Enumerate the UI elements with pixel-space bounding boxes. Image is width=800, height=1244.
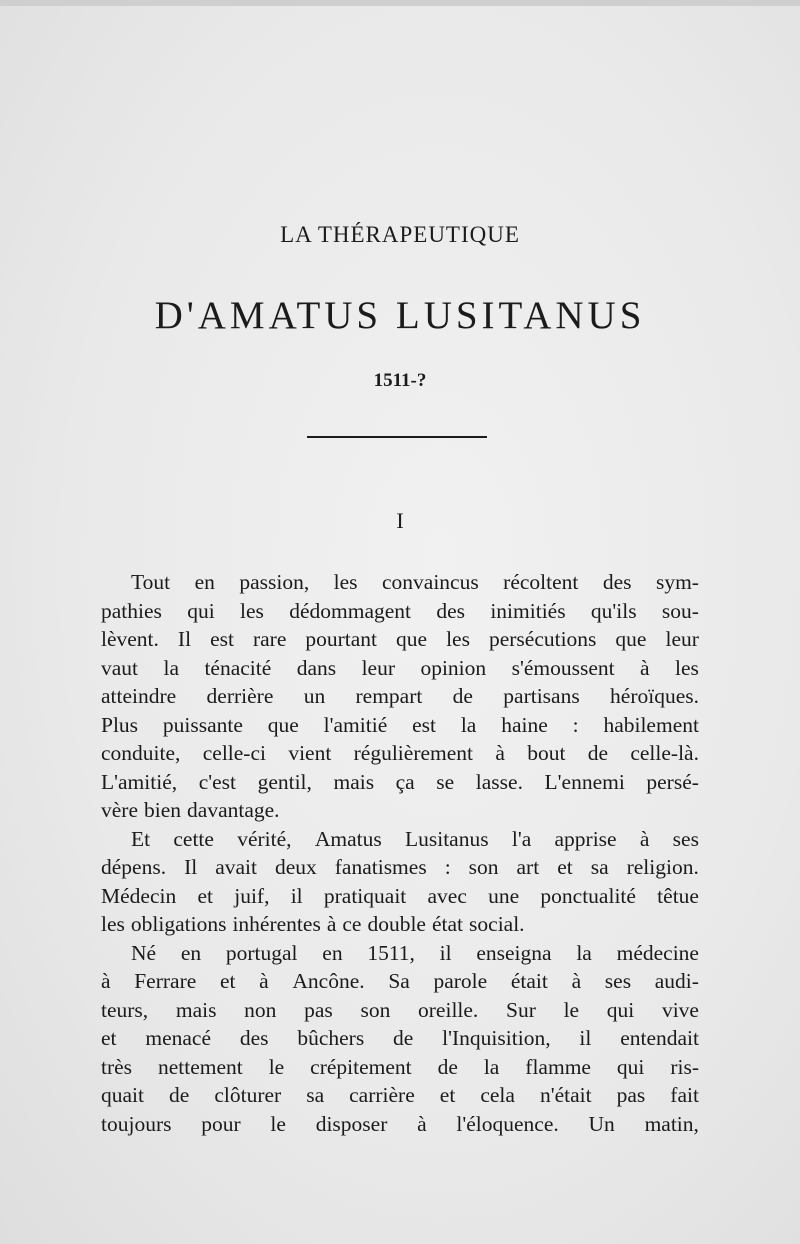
text-line: toujours pour le disposer à l'éloquence. Un matin,	[101, 1111, 699, 1136]
text-line: les obligations inhérentes à ce double état social.	[101, 912, 525, 936]
text-line: lèvent. Il est rare pourtant que les persécutions que leur	[101, 627, 699, 651]
text-line: à Ferrare et à Ancône. Sa parole était à ses audi-	[101, 969, 699, 993]
chapter-title: D'AMATUS LUSITANUS	[154, 294, 646, 337]
text-line: Né en portugal en 1511, il enseigna la médecine	[131, 940, 699, 965]
text-line: atteindre derrière un rempart de partisans héroïques.	[101, 684, 699, 708]
text-line: pathies qui les dédommagent des inimitiés qu'ils sou-	[101, 598, 699, 623]
page-edge	[0, 0, 800, 6]
text-line: Médecin et juif, il pratiquait avec une ponctualité têtue	[101, 883, 699, 908]
text-line: et menacé des bûchers de l'Inquisition, il entendait	[101, 1026, 699, 1050]
body-text	[101, 568, 699, 1138]
text-line: dépens. Il avait deux fanatismes : son art et sa religion.	[101, 855, 699, 879]
text-line: Et cette vérité, Amatus Lusitanus l'a apprise à ses	[131, 826, 699, 851]
text-line: Tout en passion, les convaincus récoltent des sym-	[131, 570, 699, 594]
text-line: quait de clôturer sa carrière et cela n'était pas fait	[101, 1083, 699, 1107]
text-line: vère bien davantage.	[101, 798, 280, 822]
text-line: Plus puissante que l'amitié est la haine : habilement	[101, 712, 699, 737]
section-numeral: I	[396, 508, 404, 533]
title-divider	[307, 436, 487, 438]
text-line: conduite, celle-ci vient régulièrement à bout de celle-là.	[101, 741, 699, 765]
chapter-subtitle: LA THÉRAPEUTIQUE	[280, 222, 520, 247]
chapter-date: 1511-?	[373, 370, 427, 391]
text-line: L'amitié, c'est gentil, mais ça se lasse. L'ennemi persé-	[101, 769, 699, 794]
text-line: vaut la ténacité dans leur opinion s'émoussent à les	[101, 655, 699, 680]
text-line: très nettement le crépitement de la flamme qui ris-	[101, 1054, 699, 1079]
text-line: teurs, mais non pas son oreille. Sur le qui vive	[101, 997, 699, 1022]
